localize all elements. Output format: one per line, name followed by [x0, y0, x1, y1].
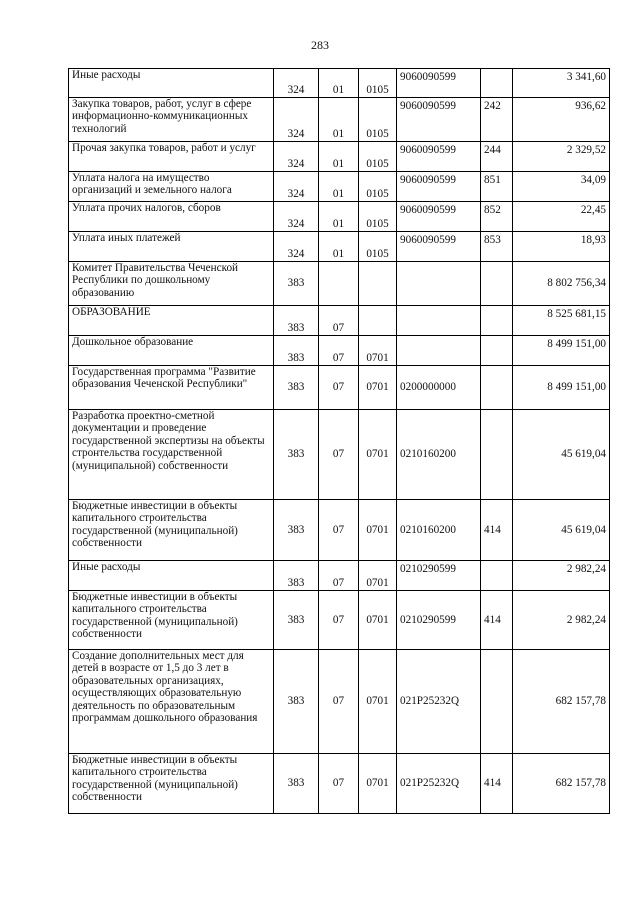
table-row [69, 69, 610, 98]
row-expense-type [481, 336, 513, 366]
row-amount: 8 499 151,00 [513, 336, 610, 366]
row-ministry-code: 324 [274, 232, 319, 262]
row-target-article: 9060090599 [397, 232, 481, 262]
row-name: Разработка проектно-сметной документации и проведение государственной экспертизы на объекты стронтельства государственной (муниципальной) собственности [69, 410, 274, 500]
row-expense-type [481, 69, 513, 98]
row-amount: 8 525 681,15 [513, 306, 610, 336]
table-row [69, 306, 610, 336]
row-subsection-code: 0701 [359, 410, 397, 500]
row-target-article: 0210160200 [397, 410, 481, 500]
row-section-code: 07 [319, 591, 359, 650]
row-ministry-code: 383 [274, 410, 319, 500]
table-row [69, 232, 610, 262]
row-section-code: 01 [319, 232, 359, 262]
row-target-article: 0210290599 [397, 591, 481, 650]
row-ministry-code: 383 [274, 306, 319, 336]
table-row [69, 202, 610, 232]
row-expense-type [481, 410, 513, 500]
row-ministry-code: 324 [274, 69, 319, 98]
table-row [69, 410, 610, 500]
row-amount: 8 499 151,00 [513, 366, 610, 410]
row-subsection-code: 0105 [359, 142, 397, 172]
row-subsection-code: 0701 [359, 754, 397, 814]
row-amount: 8 802 756,34 [513, 262, 610, 306]
row-name: ОБРАЗОВАНИЕ [69, 306, 274, 336]
page-number: 283 [311, 38, 329, 52]
row-expense-type [481, 366, 513, 410]
row-target-article: 0210160200 [397, 500, 481, 561]
row-subsection-code: 0701 [359, 591, 397, 650]
row-section-code: 01 [319, 142, 359, 172]
row-ministry-code: 324 [274, 98, 319, 142]
table-row [69, 591, 610, 650]
row-subsection-code: 0105 [359, 98, 397, 142]
row-subsection-code: 0701 [359, 336, 397, 366]
row-target-article [397, 336, 481, 366]
row-ministry-code: 383 [274, 754, 319, 814]
row-section-code: 01 [319, 98, 359, 142]
row-expense-type: 242 [481, 98, 513, 142]
row-name: Прочая закупка товаров, работ и услуг [69, 142, 274, 172]
table-row [69, 650, 610, 754]
row-name: Уплата налога на имущество организаций и земельного налога [69, 172, 274, 202]
row-ministry-code: 383 [274, 561, 319, 591]
row-name: Уплата прочих налогов, сборов [69, 202, 274, 232]
table-row [69, 98, 610, 142]
table-row [69, 336, 610, 366]
row-section-code [319, 262, 359, 306]
row-name: Создание дополнительных мест для детей в возрасте от 1,5 до 3 лет в образовательных организациях, осуществляющих образовательную деятельность по образовательным программам дошкольного образования [69, 650, 274, 754]
row-name: Уплата иных платежей [69, 232, 274, 262]
row-expense-type: 414 [481, 754, 513, 814]
row-section-code: 07 [319, 410, 359, 500]
row-target-article: 9060090599 [397, 69, 481, 98]
row-section-code: 07 [319, 336, 359, 366]
row-expense-type [481, 650, 513, 754]
row-expense-type: 853 [481, 232, 513, 262]
row-amount: 18,93 [513, 232, 610, 262]
row-amount: 936,62 [513, 98, 610, 142]
row-subsection-code [359, 306, 397, 336]
row-subsection-code: 0105 [359, 172, 397, 202]
row-name: Государственная программа "Развитие образования Чеченской Республики" [69, 366, 274, 410]
row-section-code: 07 [319, 650, 359, 754]
table-row [69, 172, 610, 202]
row-amount: 3 341,60 [513, 69, 610, 98]
row-subsection-code: 0701 [359, 366, 397, 410]
row-ministry-code: 324 [274, 142, 319, 172]
row-subsection-code: 0701 [359, 500, 397, 561]
row-name: Комитет Правительства Чеченской Республики по дошкольному образованию [69, 262, 274, 306]
row-section-code: 07 [319, 306, 359, 336]
row-subsection-code: 0701 [359, 650, 397, 754]
row-expense-type: 851 [481, 172, 513, 202]
row-name: Дошкольное образование [69, 336, 274, 366]
row-target-article: 9060090599 [397, 172, 481, 202]
table-row [69, 754, 610, 814]
table-row [69, 366, 610, 410]
row-target-article: 0200000000 [397, 366, 481, 410]
row-name: Бюджетные инвестиции в объекты капитального строительства государственной (муниципальной) собственности [69, 754, 274, 814]
row-target-article: 9060090599 [397, 98, 481, 142]
row-expense-type: 852 [481, 202, 513, 232]
row-amount: 682 157,78 [513, 754, 610, 814]
row-name: Иные расходы [69, 69, 274, 98]
row-name: Закупка товаров, работ, услуг в сфере информационно-коммуникационных технологий [69, 98, 274, 142]
table-row [69, 142, 610, 172]
row-amount: 45 619,04 [513, 410, 610, 500]
row-expense-type [481, 262, 513, 306]
row-expense-type: 414 [481, 500, 513, 561]
row-expense-type [481, 561, 513, 591]
row-amount: 34,09 [513, 172, 610, 202]
row-expense-type [481, 306, 513, 336]
table-row [69, 500, 610, 561]
row-section-code: 01 [319, 69, 359, 98]
row-amount: 2 982,24 [513, 561, 610, 591]
row-ministry-code: 383 [274, 500, 319, 561]
row-ministry-code: 324 [274, 202, 319, 232]
row-expense-type: 414 [481, 591, 513, 650]
row-ministry-code: 383 [274, 650, 319, 754]
row-amount: 682 157,78 [513, 650, 610, 754]
row-ministry-code: 383 [274, 336, 319, 366]
row-subsection-code: 0105 [359, 69, 397, 98]
row-target-article: 9060090599 [397, 142, 481, 172]
row-target-article: 021P25232Q [397, 650, 481, 754]
row-section-code: 07 [319, 754, 359, 814]
row-subsection-code: 0105 [359, 202, 397, 232]
row-ministry-code: 383 [274, 262, 319, 306]
row-target-article: 0210290599 [397, 561, 481, 591]
row-ministry-code: 383 [274, 366, 319, 410]
row-section-code: 07 [319, 500, 359, 561]
row-subsection-code: 0701 [359, 561, 397, 591]
row-amount: 22,45 [513, 202, 610, 232]
row-target-article: 021P25232Q [397, 754, 481, 814]
row-ministry-code: 324 [274, 172, 319, 202]
row-expense-type: 244 [481, 142, 513, 172]
row-name: Бюджетные инвестиции в объекты капитального строительства государственной (муниципальной) собственности [69, 500, 274, 561]
table-row [69, 561, 610, 591]
row-target-article [397, 306, 481, 336]
row-name: Бюджетные инвестиции в объекты капитального строительства государственной (муниципальной) собственности [69, 591, 274, 650]
row-section-code: 07 [319, 561, 359, 591]
row-subsection-code: 0105 [359, 232, 397, 262]
row-section-code: 01 [319, 202, 359, 232]
row-amount: 2 982,24 [513, 591, 610, 650]
row-subsection-code [359, 262, 397, 306]
row-name: Иные расходы [69, 561, 274, 591]
table-row [69, 262, 610, 306]
row-target-article: 9060090599 [397, 202, 481, 232]
row-target-article [397, 262, 481, 306]
row-section-code: 01 [319, 172, 359, 202]
budget-table [68, 68, 610, 814]
row-section-code: 07 [319, 366, 359, 410]
row-amount: 2 329,52 [513, 142, 610, 172]
row-amount: 45 619,04 [513, 500, 610, 561]
row-ministry-code: 383 [274, 591, 319, 650]
